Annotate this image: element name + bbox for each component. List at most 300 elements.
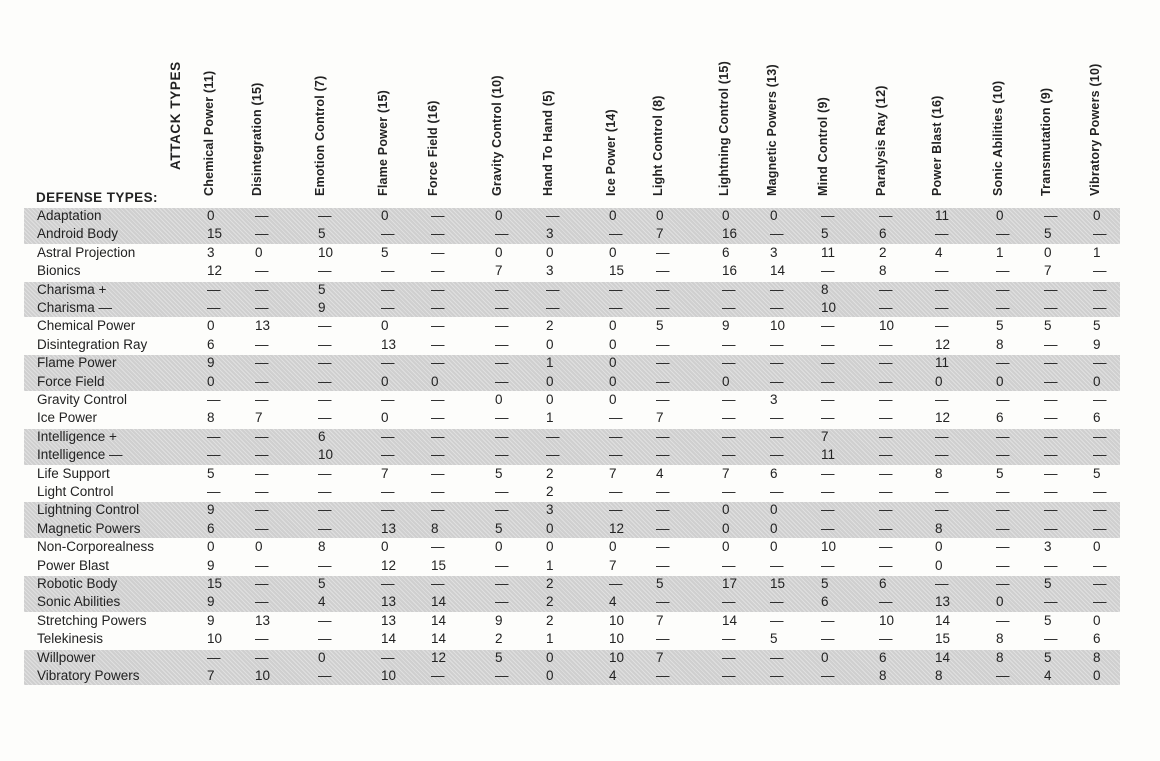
table-cell: 0: [996, 373, 1004, 389]
table-cell: —: [821, 631, 835, 647]
table-cell: —: [546, 208, 560, 223]
table-cell: —: [821, 612, 835, 628]
table-cell: —: [1093, 263, 1107, 279]
table-cell: —: [722, 557, 736, 573]
table-cell: 15: [935, 631, 951, 647]
table-cell: —: [255, 336, 269, 352]
table-cell: —: [1093, 520, 1107, 536]
row-label: Disintegration Ray: [37, 336, 148, 352]
table-cell: —: [431, 668, 445, 683]
table-cell: —: [821, 355, 835, 371]
table-cell: —: [770, 410, 784, 426]
table-cell: 12: [431, 649, 447, 665]
table-cell: —: [609, 281, 623, 297]
table-cell: —: [381, 484, 395, 499]
row-label: Robotic Body: [37, 576, 118, 591]
table-cell: —: [879, 557, 893, 573]
column-header: Sonic Abilities (10): [991, 80, 1005, 196]
table-cell: —: [996, 520, 1010, 536]
table-cell: 1: [1093, 244, 1101, 260]
table-cell: 5: [318, 576, 326, 591]
table-cell: 3: [770, 244, 778, 260]
table-cell: 14: [935, 612, 951, 628]
table-cell: —: [546, 281, 560, 297]
table-cell: —: [318, 336, 332, 352]
table-cell: —: [609, 410, 623, 426]
table-cell: 0: [207, 208, 215, 223]
table-cell: 5: [656, 318, 664, 334]
table-cell: —: [495, 318, 509, 334]
table-cell: 0: [770, 502, 778, 518]
table-cell: 7: [255, 410, 263, 426]
table-cell: 5: [1044, 226, 1052, 242]
table-cell: —: [879, 502, 893, 518]
table-cell: —: [821, 318, 835, 334]
table-cell: —: [770, 355, 784, 371]
table-cell: —: [381, 649, 395, 665]
table-cell: —: [1093, 392, 1107, 407]
table-cell: —: [431, 465, 445, 481]
table-cell: 0: [609, 318, 617, 334]
table-cell: 8: [879, 668, 887, 683]
table-cell: 6: [207, 520, 215, 536]
table-cell: 10: [879, 612, 895, 628]
table-cell: —: [879, 447, 893, 463]
table-cell: 0: [1093, 373, 1101, 389]
table-cell: —: [821, 484, 835, 499]
table-cell: —: [770, 281, 784, 297]
attack-types-label: ATTACK TYPES: [168, 61, 183, 170]
table-cell: 6: [996, 410, 1004, 426]
table-cell: —: [255, 447, 269, 463]
table-cell: 0: [381, 373, 389, 389]
table-cell: 9: [495, 612, 503, 628]
table-cell: —: [996, 576, 1010, 591]
table-cell: 8: [879, 263, 887, 279]
table-cell: 0: [1044, 244, 1052, 260]
table-cell: 5: [821, 226, 829, 242]
table-cell: 10: [821, 539, 837, 555]
table-cell: 1: [546, 410, 554, 426]
table-cell: —: [1093, 557, 1107, 573]
table-cell: —: [879, 208, 893, 223]
table-cell: —: [431, 318, 445, 334]
table-cell: 9: [207, 502, 215, 518]
table-cell: —: [318, 355, 332, 371]
table-cell: —: [879, 428, 893, 444]
row-label: Charisma +: [37, 281, 107, 297]
table-cell: 9: [207, 612, 215, 628]
table-cell: —: [935, 576, 949, 591]
table-cell: —: [609, 428, 623, 444]
table-cell: 9: [318, 300, 326, 315]
table-cell: 13: [381, 336, 397, 352]
table-cell: —: [381, 428, 395, 444]
table-cell: —: [656, 447, 670, 463]
table-cell: 10: [770, 318, 786, 334]
table-cell: 0: [495, 539, 503, 555]
column-header: Disintegration (15): [250, 82, 264, 196]
table-cell: —: [770, 594, 784, 610]
table-cell: —: [996, 226, 1010, 242]
table-cell: 3: [207, 244, 215, 260]
table-cell: —: [546, 428, 560, 444]
table-cell: —: [318, 557, 332, 573]
table-cell: —: [996, 447, 1010, 463]
table-cell: 5: [996, 318, 1004, 334]
table-cell: 14: [381, 631, 397, 647]
table-cell: 8: [996, 631, 1004, 647]
table-cell: 1: [546, 557, 554, 573]
table-cell: 12: [935, 336, 951, 352]
table-cell: —: [495, 594, 509, 610]
table-cell: 2: [546, 576, 554, 591]
row-label: Intelligence —: [37, 447, 123, 463]
table-cell: —: [255, 392, 269, 407]
table-cell: 1: [546, 631, 554, 647]
table-cell: —: [722, 281, 736, 297]
table-cell: 0: [546, 392, 554, 407]
table-cell: —: [431, 244, 445, 260]
table-cell: —: [821, 668, 835, 683]
table-cell: —: [255, 428, 269, 444]
table-cell: 7: [656, 410, 664, 426]
table-cell: —: [255, 208, 269, 223]
table-cell: —: [381, 447, 395, 463]
table-cell: 4: [656, 465, 664, 481]
table-cell: —: [255, 484, 269, 499]
table-cell: —: [318, 318, 332, 334]
table-cell: —: [1093, 484, 1107, 499]
table-cell: 7: [1044, 263, 1052, 279]
row-label: Magnetic Powers: [37, 520, 141, 536]
table-cell: —: [255, 465, 269, 481]
table-cell: 0: [1093, 668, 1101, 683]
table-cell: 0: [609, 539, 617, 555]
table-cell: —: [255, 373, 269, 389]
column-header: Emotion Control (7): [313, 75, 327, 196]
table-cell: 0: [1093, 208, 1101, 223]
defense-types-label: DEFENSE TYPES:: [36, 190, 158, 205]
table-cell: 0: [495, 208, 503, 223]
table-cell: —: [879, 410, 893, 426]
table-cell: 15: [609, 263, 625, 279]
table-cell: —: [381, 263, 395, 279]
table-cell: 10: [318, 244, 334, 260]
table-cell: —: [821, 465, 835, 481]
table-cell: 4: [609, 668, 617, 683]
table-cell: —: [656, 631, 670, 647]
table-cell: —: [935, 318, 949, 334]
table-cell: 1: [546, 355, 554, 371]
table-cell: —: [770, 373, 784, 389]
row-label: Willpower: [37, 649, 96, 665]
table-cell: —: [722, 410, 736, 426]
table-cell: —: [495, 300, 509, 315]
table-cell: 5: [318, 226, 326, 242]
table-cell: 10: [255, 668, 271, 683]
table-cell: —: [996, 392, 1010, 407]
table-cell: —: [255, 557, 269, 573]
table-cell: —: [431, 263, 445, 279]
table-cell: 0: [495, 244, 503, 260]
table-cell: —: [1044, 447, 1058, 463]
table-cell: 0: [770, 539, 778, 555]
column-header: Lightning Control (15): [717, 61, 731, 196]
table-cell: 12: [381, 557, 397, 573]
table-cell: —: [821, 373, 835, 389]
table-cell: —: [1044, 355, 1058, 371]
table-cell: 5: [1093, 465, 1101, 481]
table-cell: 10: [609, 631, 625, 647]
table-cell: 0: [207, 318, 215, 334]
table-cell: 13: [381, 594, 397, 610]
table-cell: 6: [879, 649, 887, 665]
table-cell: 7: [207, 668, 215, 683]
table-cell: —: [495, 668, 509, 683]
table-cell: —: [722, 484, 736, 499]
table-cell: —: [431, 410, 445, 426]
table-cell: —: [879, 336, 893, 352]
table-cell: —: [656, 300, 670, 315]
table-cell: 3: [546, 502, 554, 518]
table-cell: —: [1044, 631, 1058, 647]
table-cell: 3: [770, 392, 778, 407]
table-cell: —: [935, 484, 949, 499]
table-cell: 6: [318, 428, 326, 444]
table-cell: 13: [255, 318, 271, 334]
table-cell: —: [722, 355, 736, 371]
table-cell: —: [879, 484, 893, 499]
table-cell: 0: [609, 244, 617, 260]
table-cell: —: [935, 447, 949, 463]
row-label: Astral Projection: [37, 244, 136, 260]
table-cell: —: [495, 557, 509, 573]
table-cell: 13: [381, 520, 397, 536]
table-cell: —: [255, 594, 269, 610]
row-label: Force Field: [37, 373, 105, 389]
table-cell: —: [996, 281, 1010, 297]
table-cell: 11: [935, 355, 950, 371]
table-cell: 10: [609, 649, 625, 665]
table-cell: 3: [1044, 539, 1052, 555]
shaded-row-band: [24, 650, 1120, 686]
table-cell: 5: [996, 465, 1004, 481]
table-cell: 5: [495, 649, 503, 665]
table-cell: 0: [255, 539, 263, 555]
table-cell: —: [255, 631, 269, 647]
table-cell: —: [821, 410, 835, 426]
table-cell: —: [722, 668, 736, 683]
table-cell: —: [318, 373, 332, 389]
table-cell: —: [879, 373, 893, 389]
table-cell: —: [495, 281, 509, 297]
shaded-row-band: [24, 282, 1120, 318]
table-cell: —: [207, 649, 221, 665]
table-cell: —: [495, 336, 509, 352]
table-cell: 0: [318, 649, 326, 665]
table-cell: —: [381, 576, 395, 591]
table-cell: —: [935, 300, 949, 315]
table-cell: 6: [207, 336, 215, 352]
table-cell: —: [1044, 520, 1058, 536]
table-cell: 9: [207, 594, 215, 610]
table-cell: 10: [381, 668, 397, 683]
column-header: Force Field (16): [426, 100, 440, 196]
row-label: Life Support: [37, 465, 110, 481]
table-cell: —: [431, 484, 445, 499]
table-cell: 8: [431, 520, 439, 536]
column-header: Chemical Power (11): [202, 70, 216, 196]
table-cell: —: [1044, 594, 1058, 610]
table-cell: 0: [609, 355, 617, 371]
table-cell: —: [381, 355, 395, 371]
table-cell: 2: [546, 318, 554, 334]
table-cell: 0: [1093, 612, 1101, 628]
table-cell: —: [207, 428, 221, 444]
row-label: Android Body: [37, 226, 119, 242]
table-cell: 0: [381, 318, 389, 334]
table-cell: —: [656, 594, 670, 610]
table-cell: —: [495, 447, 509, 463]
table-cell: —: [656, 502, 670, 518]
table-cell: 0: [546, 649, 554, 665]
table-cell: 11: [821, 447, 836, 463]
table-cell: 0: [546, 336, 554, 352]
table-cell: 5: [821, 576, 829, 591]
table-cell: 5: [770, 631, 778, 647]
table-cell: —: [821, 392, 835, 407]
table-cell: —: [609, 576, 623, 591]
table-cell: —: [656, 373, 670, 389]
table-cell: —: [431, 355, 445, 371]
table-cell: 6: [770, 465, 778, 481]
table-cell: —: [1093, 355, 1107, 371]
table-cell: 0: [656, 208, 664, 223]
table-cell: 0: [546, 520, 554, 536]
table-cell: 4: [609, 594, 617, 610]
table-cell: 0: [935, 557, 943, 573]
table-cell: —: [381, 281, 395, 297]
table-cell: 8: [821, 281, 829, 297]
table-cell: 16: [722, 263, 738, 279]
column-header: Power Blast (16): [930, 95, 944, 196]
table-cell: —: [318, 631, 332, 647]
table-cell: —: [431, 226, 445, 242]
table-cell: 5: [318, 281, 326, 297]
table-cell: —: [656, 392, 670, 407]
table-cell: —: [879, 465, 893, 481]
row-label: Bionics: [37, 263, 81, 279]
table-cell: 0: [609, 392, 617, 407]
table-cell: —: [656, 520, 670, 536]
table-cell: 0: [495, 392, 503, 407]
table-cell: —: [318, 520, 332, 536]
table-cell: 7: [495, 263, 503, 279]
table-cell: 0: [546, 244, 554, 260]
table-cell: 5: [495, 520, 503, 536]
table-cell: —: [318, 612, 332, 628]
table-cell: —: [609, 484, 623, 499]
table-cell: —: [996, 484, 1010, 499]
table-cell: 14: [431, 612, 447, 628]
table-cell: 0: [207, 539, 215, 555]
table-cell: —: [879, 355, 893, 371]
table-cell: —: [318, 465, 332, 481]
table-cell: —: [879, 539, 893, 555]
table-cell: 0: [722, 520, 730, 536]
table-cell: —: [431, 539, 445, 555]
table-cell: —: [1093, 428, 1107, 444]
table-cell: —: [722, 594, 736, 610]
table-cell: 2: [879, 244, 887, 260]
table-cell: 4: [1044, 668, 1052, 683]
table-cell: —: [770, 300, 784, 315]
table-cell: —: [722, 428, 736, 444]
table-cell: 0: [821, 649, 829, 665]
table-cell: 0: [996, 208, 1004, 223]
table-cell: —: [770, 612, 784, 628]
column-header: Paralysis Ray (12): [874, 85, 888, 196]
table-cell: —: [821, 263, 835, 279]
table-cell: —: [996, 355, 1010, 371]
table-cell: —: [656, 263, 670, 279]
table-cell: —: [495, 502, 509, 518]
table-cell: —: [935, 281, 949, 297]
table-cell: 0: [770, 520, 778, 536]
table-cell: —: [879, 520, 893, 536]
table-cell: 10: [821, 300, 837, 315]
table-cell: —: [318, 410, 332, 426]
column-header: Vibratory Powers (10): [1088, 63, 1102, 196]
table-cell: —: [656, 428, 670, 444]
table-cell: 0: [609, 373, 617, 389]
table-cell: —: [821, 208, 835, 223]
table-cell: —: [656, 668, 670, 683]
table-cell: —: [431, 392, 445, 407]
table-cell: —: [770, 447, 784, 463]
table-cell: 0: [770, 208, 778, 223]
table-cell: —: [318, 208, 332, 223]
table-cell: 15: [207, 576, 223, 591]
shaded-row-band: [24, 576, 1120, 612]
table-cell: —: [1044, 336, 1058, 352]
table-cell: 5: [381, 244, 389, 260]
table-cell: —: [255, 649, 269, 665]
table-cell: 12: [207, 263, 223, 279]
table-cell: —: [431, 428, 445, 444]
table-cell: —: [996, 539, 1010, 555]
table-cell: —: [431, 576, 445, 591]
table-cell: 7: [656, 649, 664, 665]
table-cell: 8: [318, 539, 326, 555]
table-cell: —: [318, 392, 332, 407]
table-cell: 11: [935, 208, 950, 223]
table-cell: —: [431, 336, 445, 352]
table-cell: 13: [381, 612, 397, 628]
column-header: Light Control (8): [651, 95, 665, 196]
table-cell: 3: [546, 226, 554, 242]
table-cell: —: [255, 300, 269, 315]
table-cell: 7: [656, 226, 664, 242]
table-cell: —: [996, 263, 1010, 279]
table-cell: —: [381, 226, 395, 242]
table-cell: 4: [935, 244, 943, 260]
table-cell: —: [207, 281, 221, 297]
table-cell: 0: [935, 373, 943, 389]
table-cell: —: [656, 355, 670, 371]
table-cell: —: [381, 300, 395, 315]
